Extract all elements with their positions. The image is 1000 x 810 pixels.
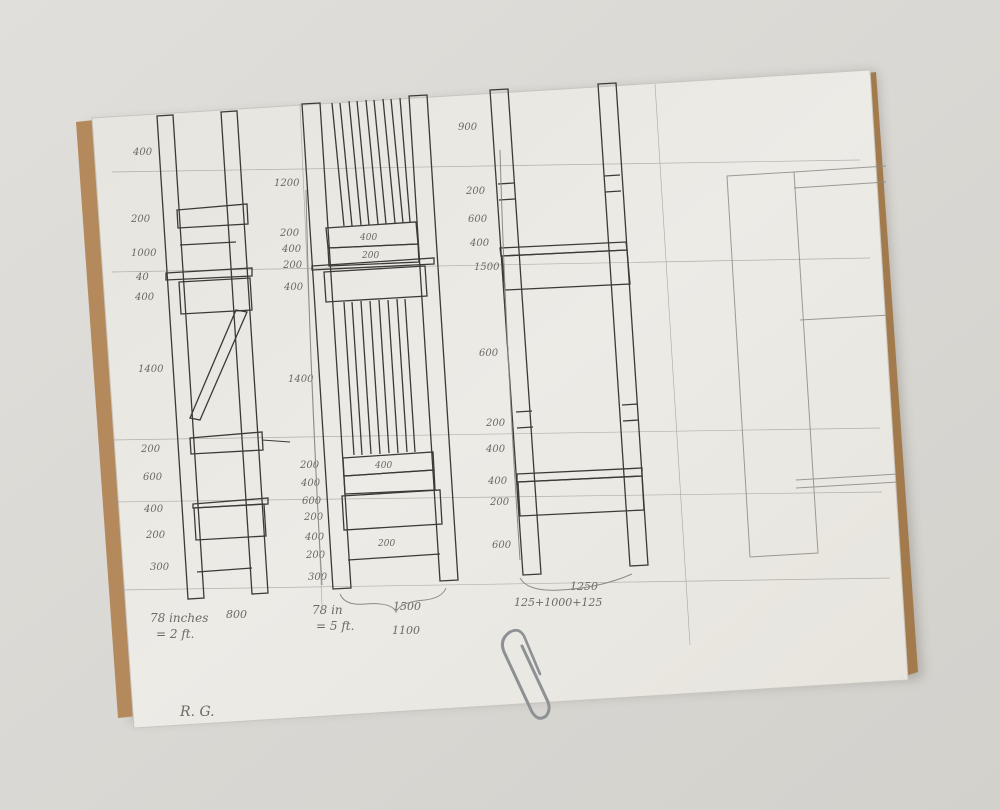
left-tick-9: 400 <box>144 504 164 515</box>
left-tick-7: 200 <box>141 444 161 455</box>
left-tick-1: 400 <box>133 147 153 158</box>
left-tick-3: 1000 <box>131 248 157 259</box>
left-bottom-note-2: = 2 ft. <box>156 627 195 641</box>
left-tick-10: 200 <box>146 530 166 541</box>
middle-rail-label-3: 400 <box>375 461 393 471</box>
middle-rail-label-2: 200 <box>362 251 380 261</box>
right-tick-1: 900 <box>458 122 478 133</box>
right-tick-9: 400 <box>488 476 508 487</box>
right-tick-2: 200 <box>466 186 486 197</box>
left-tick-5: 400 <box>135 292 155 303</box>
middle-tick-6: 1400 <box>288 374 314 385</box>
left-bottom-dim: 800 <box>226 608 247 621</box>
left-tick-4: 40 <box>136 272 149 283</box>
middle-tick-9: 600 <box>302 496 322 507</box>
left-tick-6: 1400 <box>138 364 164 375</box>
middle-bottom-note-1: 78 in <box>312 603 343 617</box>
right-tick-8: 400 <box>486 444 506 455</box>
left-tick-2: 200 <box>131 214 151 225</box>
middle-tick-11: 400 <box>305 532 325 543</box>
right-tick-5: 1500 <box>474 262 500 273</box>
middle-bottom-note-2: = 5 ft. <box>316 619 355 633</box>
right-tick-11: 600 <box>492 540 512 551</box>
middle-rail-label-4: 200 <box>378 539 396 549</box>
middle-tick-1: 1200 <box>274 178 300 189</box>
middle-tick-2: 200 <box>280 228 300 239</box>
signature: R. G. <box>180 704 215 720</box>
middle-tick-3: 400 <box>282 244 302 255</box>
middle-tick-12: 200 <box>306 550 326 561</box>
middle-bottom-dim-1: 1500 <box>393 600 421 613</box>
middle-tick-13: 300 <box>308 572 328 583</box>
middle-tick-5: 400 <box>284 282 304 293</box>
left-tick-11: 300 <box>150 562 170 573</box>
right-bottom-note-2: 125+1000+125 <box>514 596 603 609</box>
middle-bottom-dim-2: 1100 <box>392 624 420 637</box>
middle-tick-8: 400 <box>301 478 321 489</box>
paper-sheet <box>92 70 908 728</box>
right-tick-3: 600 <box>468 214 488 225</box>
middle-tick-7: 200 <box>300 460 320 471</box>
right-bottom-note-1: 1250 <box>570 580 598 593</box>
left-bottom-note-1: 78 inches <box>150 611 209 625</box>
left-tick-8: 600 <box>143 472 163 483</box>
middle-tick-4: 200 <box>283 260 303 271</box>
right-tick-7: 200 <box>486 418 506 429</box>
right-tick-10: 200 <box>490 497 510 508</box>
right-tick-6: 600 <box>479 348 499 359</box>
middle-rail-label-1: 400 <box>360 233 378 243</box>
middle-tick-10: 200 <box>304 512 324 523</box>
right-tick-4: 400 <box>470 238 490 249</box>
